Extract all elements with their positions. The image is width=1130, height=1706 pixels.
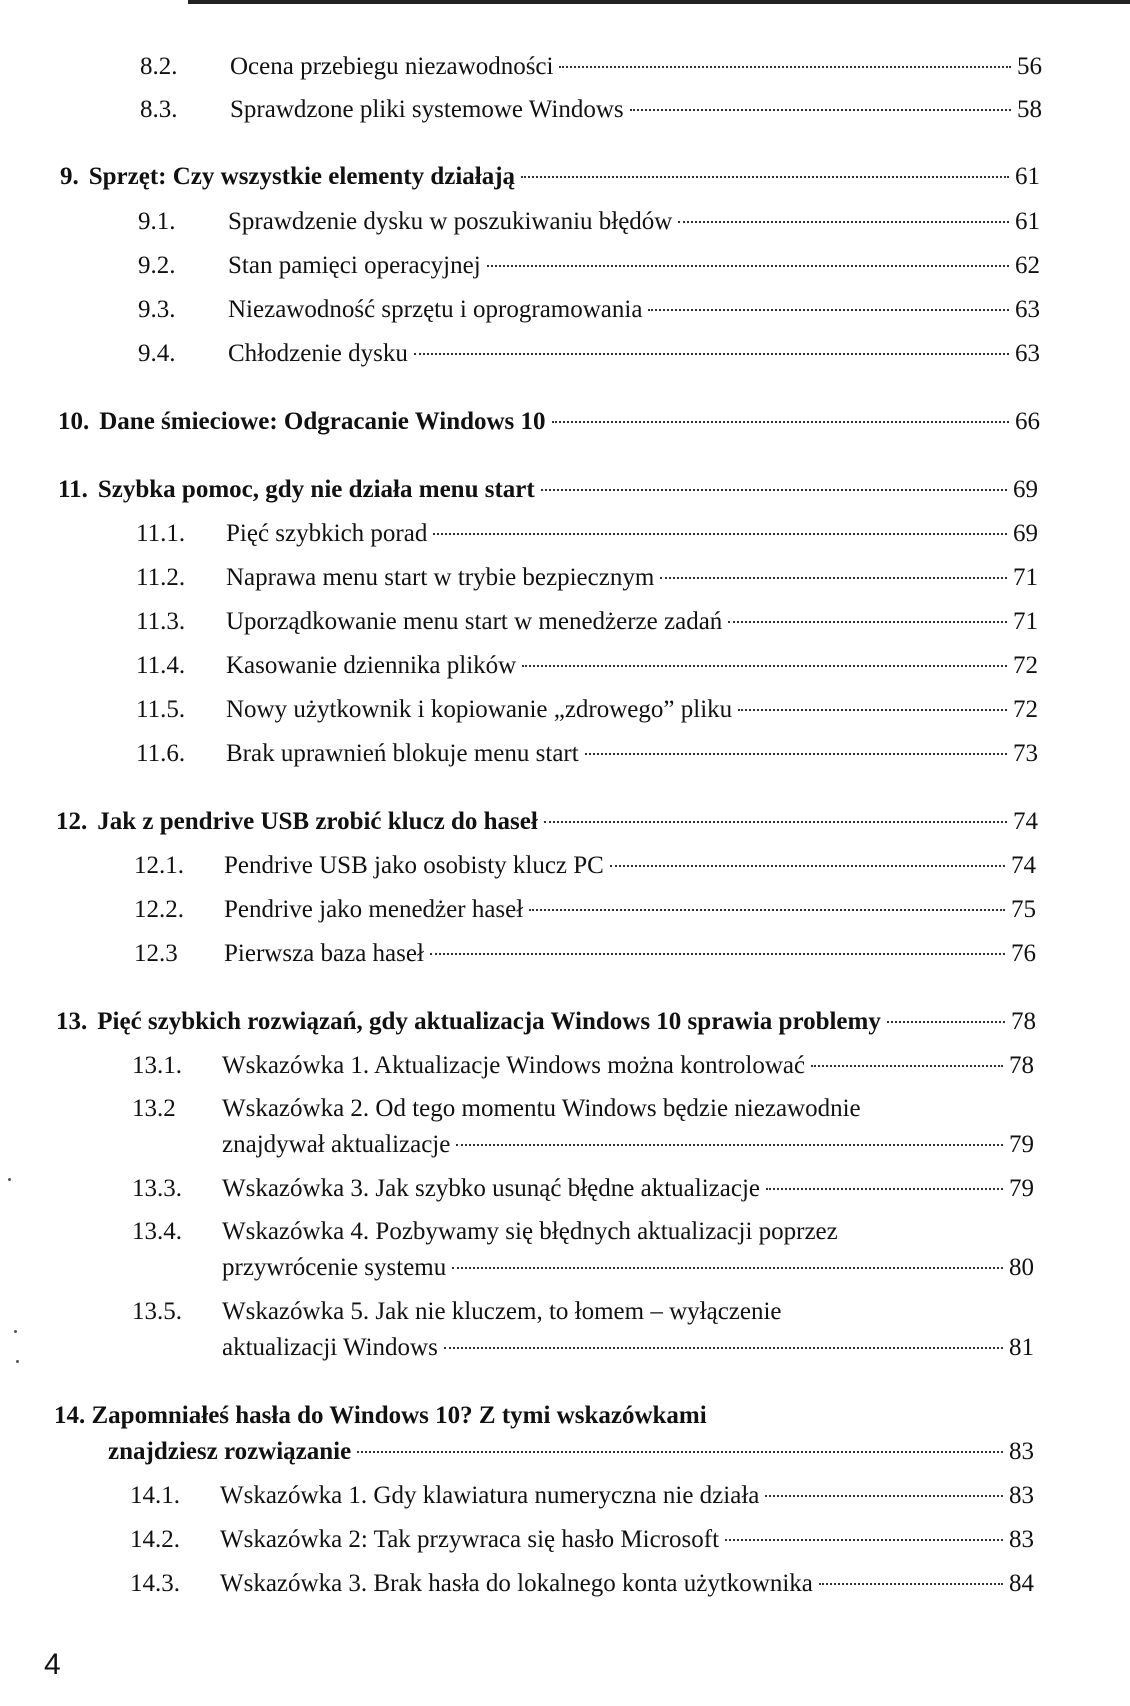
entry-title-line1: Wskazówka 4. Pozbywamy się błędnych aktualizacji poprzez [222, 1218, 838, 1245]
toc-entry-13-5-first-line [132, 1297, 782, 1327]
chapter-page: 66 [1015, 408, 1040, 435]
toc-entry-13-4-first-line [132, 1217, 838, 1247]
entry-page: 73 [1013, 740, 1038, 767]
entry-number: 9.1. [138, 208, 176, 235]
dot-leader [522, 665, 1007, 667]
entry-number: 13.5. [132, 1298, 182, 1325]
chapter-number: 10. [58, 408, 90, 435]
entry-number: 8.2. [140, 53, 178, 80]
entry-page: 78 [1009, 1052, 1034, 1079]
chapter-number: 14. [54, 1402, 86, 1429]
entry-number: 14.1. [130, 1482, 180, 1509]
entry-number: 12.2. [134, 896, 184, 923]
entry-number: 13.2 [132, 1095, 176, 1122]
entry-page: 61 [1015, 208, 1040, 235]
dot-leader [738, 709, 1007, 711]
entry-title: Kasowanie dziennika plików [226, 652, 517, 679]
dot-leader [678, 221, 1009, 223]
entry-page: 83 [1009, 1526, 1034, 1553]
entry-page: 80 [1009, 1254, 1034, 1281]
entry-number: 11.2. [136, 564, 186, 591]
dot-leader [887, 1021, 1005, 1023]
entry-page: 79 [1009, 1131, 1034, 1158]
scan-speck [8, 1178, 11, 1181]
toc-chapter-14-second-line [108, 1437, 1034, 1467]
toc-entry-11-1 [136, 519, 1038, 549]
chapter-title-line1: Zapomniałeś hasła do Windows 10? Z tymi wskazówkami [91, 1402, 707, 1429]
dot-leader [559, 66, 1011, 68]
toc-entry-14-3 [130, 1569, 1034, 1599]
entry-number: 12.3 [134, 940, 178, 967]
page-number: 4 [44, 1648, 61, 1681]
toc-chapter-14-first-line [54, 1401, 707, 1431]
toc-entry-12-3 [134, 939, 1036, 969]
entry-number: 11.1. [136, 520, 186, 547]
toc-entry-12-2 [134, 895, 1036, 925]
entry-page: 71 [1013, 608, 1038, 635]
chapter-number: 9. [60, 163, 79, 190]
chapter-title: Szybka pomoc, gdy nie działa menu start [97, 476, 535, 503]
entry-number: 9.3. [138, 296, 176, 323]
toc-entry-13-5-second-line [222, 1333, 1034, 1363]
toc-entry-13-4-second-line [222, 1253, 1034, 1283]
entry-number: 11.5. [136, 696, 186, 723]
toc-entry-8-2 [140, 52, 1042, 82]
dot-leader [585, 753, 1007, 755]
toc-entry-11-6 [136, 739, 1038, 769]
dot-leader [552, 421, 1009, 423]
chapter-page: 78 [1011, 1008, 1036, 1035]
chapter-number: 11. [58, 476, 88, 503]
dot-leader [765, 1495, 1003, 1497]
entry-page: 76 [1011, 940, 1036, 967]
entry-number: 12.1. [134, 852, 184, 879]
entry-number: 9.4. [138, 340, 176, 367]
entry-number: 11.3. [136, 608, 186, 635]
entry-page: 84 [1009, 1570, 1034, 1597]
dot-leader [487, 265, 1009, 267]
entry-title: Sprawdzone pliki systemowe Windows [230, 96, 624, 123]
entry-title: Pendrive USB jako osobisty klucz PC [224, 852, 604, 879]
entry-title: Wskazówka 2: Tak przywraca się hasło Microsoft [220, 1526, 720, 1553]
entry-title: Pierwsza baza haseł [224, 940, 424, 967]
chapter-title: Sprzęt: Czy wszystkie elementy działają [88, 163, 516, 190]
toc-chapter-10 [58, 407, 1040, 437]
toc-chapter-12 [56, 807, 1038, 837]
entry-number: 9.2. [138, 252, 176, 279]
dot-leader [766, 1188, 1003, 1190]
entry-title: Wskazówka 1. Gdy klawiatura numeryczna nie działa [220, 1482, 760, 1509]
entry-title-line2: przywrócenie systemu [222, 1254, 447, 1281]
dot-leader [456, 1144, 1003, 1146]
entry-title-line2: aktualizacji Windows [222, 1334, 438, 1361]
entry-title: Uporządkowanie menu start w menedżerze zadań [226, 608, 723, 635]
dot-leader [648, 309, 1009, 311]
entry-title: Ocena przebiegu niezawodności [230, 53, 554, 80]
entry-title: Pięć szybkich porad [226, 520, 428, 547]
toc-chapter-9 [60, 162, 1040, 192]
chapter-page: 69 [1013, 476, 1038, 503]
dot-leader [819, 1583, 1003, 1585]
entry-page: 72 [1013, 652, 1038, 679]
toc-entry-13-2-second-line [222, 1130, 1034, 1160]
entry-title: Nowy użytkownik i kopiowanie „zdrowego” pliku [226, 696, 733, 723]
entry-page: 62 [1015, 252, 1040, 279]
entry-page: 63 [1015, 296, 1040, 323]
dot-leader [811, 1065, 1003, 1067]
entry-title-line2: znajdywał aktualizacje [222, 1131, 451, 1158]
entry-number: 13.1. [132, 1052, 182, 1079]
entry-page: 58 [1017, 96, 1042, 123]
toc-entry-13-2-first-line [132, 1094, 861, 1124]
entry-title: Niezawodność sprzętu i oprogramowania [228, 296, 643, 323]
entry-title: Chłodzenie dysku [228, 340, 408, 367]
dot-leader [521, 176, 1009, 178]
entry-number: 11.6. [136, 740, 186, 767]
dot-leader [660, 577, 1007, 579]
scan-speck [14, 1330, 17, 1333]
chapter-title: Dane śmieciowe: Odgracanie Windows 10 [99, 408, 546, 435]
entry-title: Wskazówka 3. Jak szybko usunąć błędne aktualizacje [222, 1175, 760, 1202]
entry-title-line1: Wskazówka 5. Jak nie kluczem, to łomem – wyłączenie [222, 1298, 782, 1325]
toc-entry-11-3 [136, 607, 1038, 637]
dot-leader [728, 621, 1007, 623]
chapter-page: 74 [1013, 808, 1038, 835]
toc-entry-11-2 [136, 563, 1038, 593]
dot-leader [529, 909, 1005, 911]
entry-title: Pendrive jako menedżer haseł [224, 896, 524, 923]
dot-leader [357, 1451, 1003, 1453]
entry-number: 13.3. [132, 1175, 182, 1202]
dot-leader [630, 109, 1011, 111]
entry-page: 81 [1009, 1334, 1034, 1361]
dot-leader [433, 533, 1007, 535]
entry-number: 14.2. [130, 1526, 180, 1553]
dot-leader [414, 353, 1009, 355]
entry-page: 63 [1015, 340, 1040, 367]
chapter-page: 83 [1009, 1438, 1034, 1465]
toc-entry-12-1 [134, 851, 1036, 881]
dot-leader [430, 953, 1005, 955]
chapter-number: 12. [56, 808, 88, 835]
entry-number: 8.3. [140, 96, 178, 123]
toc-entry-8-3 [140, 95, 1042, 125]
chapter-number: 13. [56, 1008, 88, 1035]
entry-page: 75 [1011, 896, 1036, 923]
toc-entry-13-3 [132, 1174, 1034, 1204]
entry-page: 69 [1013, 520, 1038, 547]
dot-leader [725, 1539, 1003, 1541]
toc-entry-14-2 [130, 1525, 1034, 1555]
entry-page: 83 [1009, 1482, 1034, 1509]
entry-page: 72 [1013, 696, 1038, 723]
entry-page: 74 [1011, 852, 1036, 879]
entry-page: 71 [1013, 564, 1038, 591]
entry-number: 11.4. [136, 652, 186, 679]
dot-leader [444, 1347, 1003, 1349]
entry-number: 14.3. [130, 1570, 180, 1597]
dot-leader [452, 1267, 1003, 1269]
dot-leader [544, 821, 1007, 823]
dot-leader [541, 489, 1007, 491]
entry-title: Wskazówka 3. Brak hasła do lokalnego konta użytkownika [220, 1570, 813, 1597]
entry-page: 79 [1009, 1175, 1034, 1202]
toc-entry-13-1 [132, 1051, 1034, 1081]
entry-title: Wskazówka 1. Aktualizacje Windows można kontrolować [222, 1052, 806, 1079]
scan-speck [16, 1360, 19, 1363]
entry-title: Naprawa menu start w trybie bezpiecznym [226, 564, 655, 591]
entry-title: Sprawdzenie dysku w poszukiwaniu błędów [228, 208, 673, 235]
toc-entry-9-3 [138, 295, 1040, 325]
entry-title: Brak uprawnień blokuje menu start [226, 740, 579, 767]
toc-entry-14-1 [130, 1481, 1034, 1511]
chapter-page: 61 [1015, 163, 1040, 190]
toc-entry-9-1 [138, 207, 1040, 237]
chapter-title: Jak z pendrive USB zrobić klucz do haseł [97, 808, 538, 835]
entry-page: 56 [1017, 53, 1042, 80]
toc-chapter-13 [56, 1007, 1036, 1037]
dot-leader [610, 865, 1005, 867]
chapter-title-line2: znajdziesz rozwiązanie [108, 1438, 352, 1465]
entry-number: 13.4. [132, 1218, 182, 1245]
toc-entry-11-4 [136, 651, 1038, 681]
chapter-title: Pięć szybkich rozwiązań, gdy aktualizacja Windows 10 sprawia problemy [97, 1008, 881, 1035]
entry-title: Stan pamięci operacyjnej [228, 252, 481, 279]
entry-title-line1: Wskazówka 2. Od tego momentu Windows będzie niezawodnie [222, 1095, 861, 1122]
toc-entry-9-4 [138, 339, 1040, 369]
toc-chapter-11 [58, 475, 1038, 505]
toc-entry-11-5 [136, 695, 1038, 725]
toc-entry-9-2 [138, 251, 1040, 281]
